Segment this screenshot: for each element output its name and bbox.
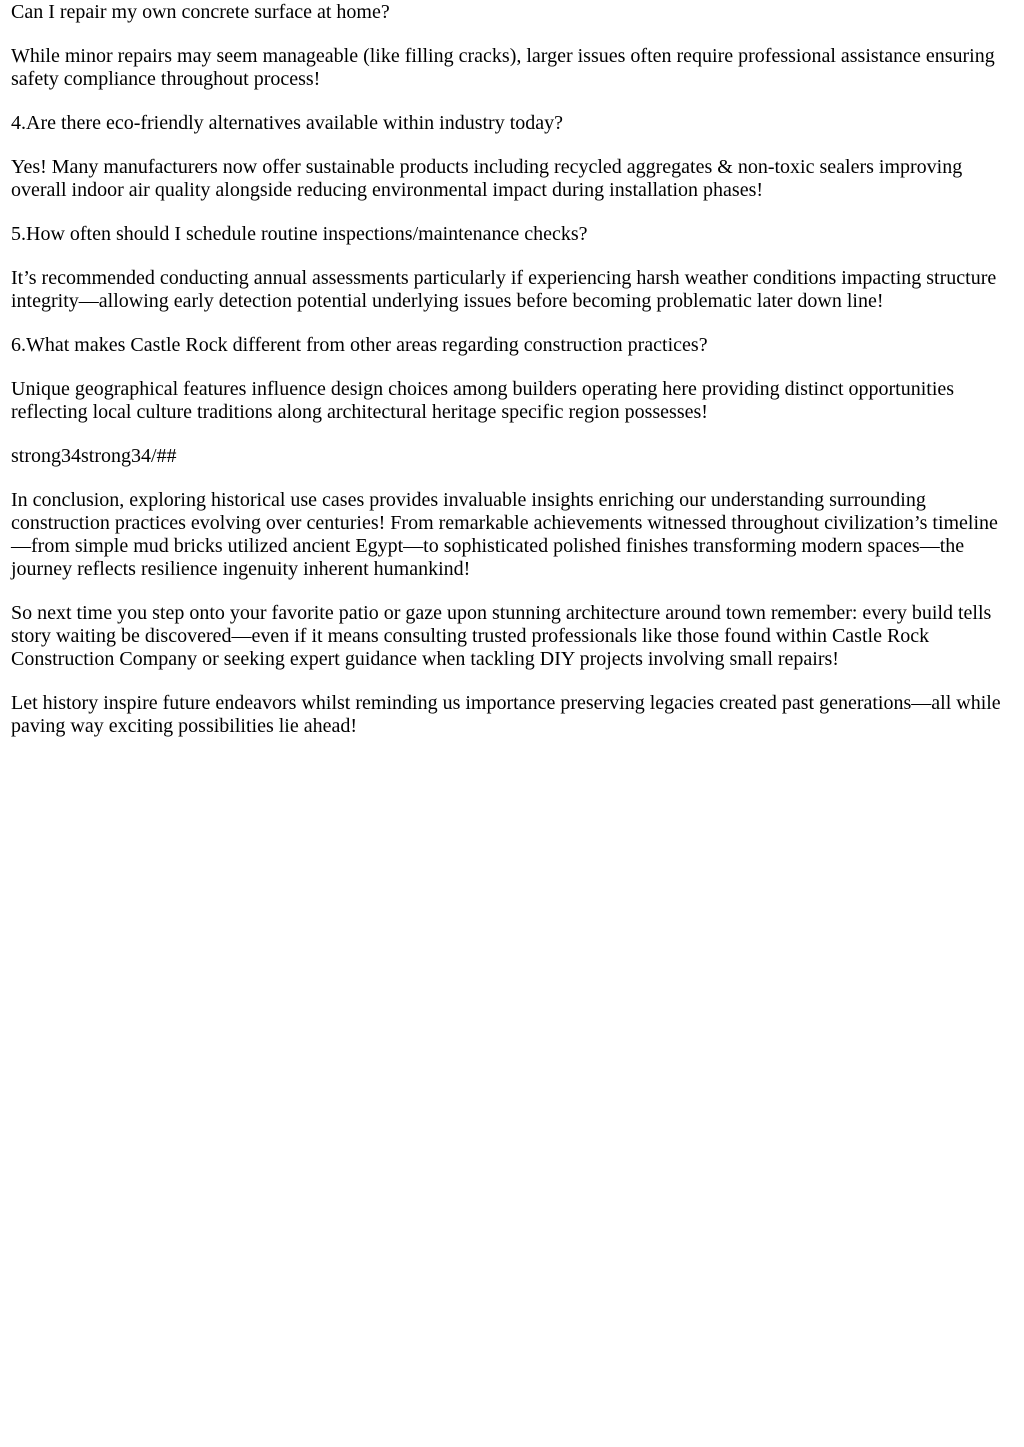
faq-answer-inspections: It’s recommended conducting annual assessments particularly if experiencing harsh weather conditions impacting structure integrity—allowing early detection potential underlying issues before becoming problematic later down line! [11,267,997,312]
faq-answer-eco-friendly: Yes! Many manufacturers now offer sustainable products including recycled aggregates & non-toxic sealers improving overall indoor air quality alongside reducing environmental impact during installation phases! [11,156,963,201]
faq-answer-diy-repair: While minor repairs may seem manageable (like filling cracks), larger issues often require professional assistance ensuring safety compliance throughout process! [11,45,995,90]
faq-answer-castle-rock: Unique geographical features influence design choices among builders operating here providing distinct opportunities reflecting local culture traditions along architectural heritage specific region possesses! [11,378,955,423]
faq-question-inspections: 5.How often should I schedule routine inspections/maintenance checks? [11,223,588,245]
faq-question-eco-friendly: 4.Are there eco-friendly alternatives available within industry today? [11,112,564,134]
closing-paragraph: Let history inspire future endeavors whilst reminding us importance preserving legacies created past generations—all while paving way exciting possibilities lie ahead! [11,692,1001,737]
faq-question-castle-rock: 6.What makes Castle Rock different from other areas regarding construction practices? [11,334,708,356]
next-time-paragraph: So next time you step onto your favorite patio or gaze upon stunning architecture around town remember: every build tells story waiting be discovered—even if it means consulting trusted professionals like those found within Castle Rock Construction Company or seeking expert guidance when tackling DIY projects involving small repairs! [11,602,992,670]
conclusion-paragraph: In conclusion, exploring historical use cases provides invaluable insights enriching our understanding surrounding construction practices evolving over centuries! From remarkable achievements witnessed throughout civilization’s timeline—from simple mud bricks utilized ancient Egypt—to sophisticated polished finishes transforming modern spaces—the journey reflects resilience ingenuity inherent humankind! [11,489,998,580]
document-body [0,1,1024,738]
stray-markup-text: strong34strong34/## [11,445,177,467]
faq-question-diy-repair: Can I repair my own concrete surface at home? [11,1,390,23]
